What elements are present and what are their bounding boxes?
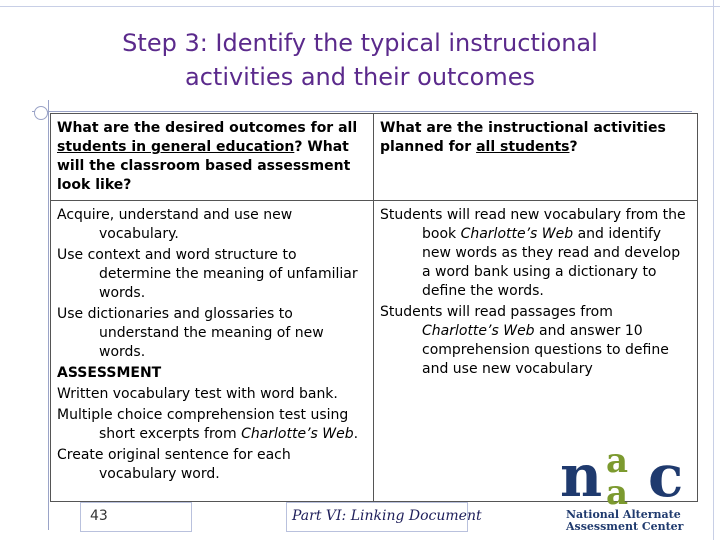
assessment-heading: ASSESSMENT <box>57 365 162 381</box>
naac-logo <box>556 434 718 534</box>
title-line-1: Step 3: Identify the typical instructional <box>122 29 598 57</box>
decorative-vertical-line <box>48 100 49 530</box>
header-instructional-activities: What are the instructional activities planned for all students? <box>374 114 698 201</box>
table-header-row <box>51 114 698 201</box>
logo-letter-n: n <box>560 442 603 510</box>
decorative-horizontal-line <box>32 111 692 112</box>
slide-title <box>0 26 720 94</box>
assessment-item: Create original sentence for each vocabulary word. <box>57 447 291 482</box>
decorative-circle <box>34 106 48 120</box>
logo-letter-c: c <box>648 442 684 510</box>
activity-item: Students will read new vocabulary from the book Charlotte’s Web and identify new words as they read and develop a word bank using a dictionary to define the words. <box>380 207 686 299</box>
activity-item: Students will read passages from Charlotte’s Web and answer 10 comprehension questions to define and use new vocabulary <box>380 304 669 377</box>
logo-letter-a-bottom: a <box>606 473 629 513</box>
logo-letter-a-top: a <box>606 441 629 481</box>
page-number: 43 <box>90 508 108 524</box>
outcomes-cell <box>51 201 374 502</box>
outcome-item: Acquire, understand and use new vocabulary. <box>57 207 293 242</box>
logo-line-2: Assessment Center <box>566 520 684 533</box>
assessment-item: Multiple choice comprehension test using short excerpts from Charlotte’s Web. <box>57 407 359 442</box>
outcome-item: Use dictionaries and glossaries to understand the meaning of new words. <box>57 306 324 360</box>
outcome-item: Use context and word structure to determine the meaning of unfamiliar words. <box>57 247 358 301</box>
top-frame-line <box>0 0 720 7</box>
footer-text: Part VI: Linking Document <box>292 508 482 524</box>
header-desired-outcomes: What are the desired outcomes for all students in general education? What will the classroom based assessment look like? <box>51 114 374 201</box>
logo-line-1: National Alternate <box>566 508 681 521</box>
assessment-item: Written vocabulary test with word bank. <box>57 386 338 402</box>
title-line-2: activities and their outcomes <box>185 63 535 91</box>
